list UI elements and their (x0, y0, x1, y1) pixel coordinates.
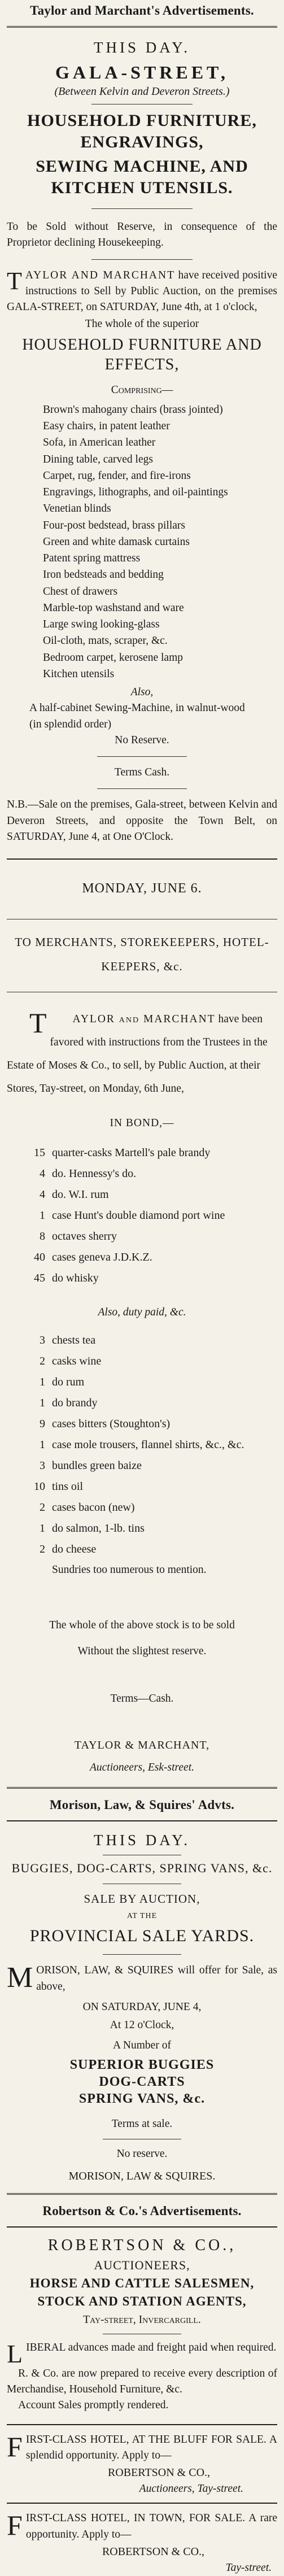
stock-quantity: 3 (40, 1459, 45, 1472)
stock-description: cases bacon (new) (52, 1501, 135, 1514)
furniture-list (7, 402, 277, 682)
hotel-town-advert (7, 2510, 277, 2576)
short-rule (97, 756, 187, 757)
stock-quantity: 2 (40, 1501, 45, 1514)
stock-quantity: 1 (40, 1522, 45, 1535)
stock-row (7, 1330, 277, 1351)
stock-description: case mole trousers, flannel shirts, &c., &c. (52, 1438, 244, 1451)
furniture-item: Carpet, rug, fender, and fire-irons (43, 469, 191, 482)
furniture-item: Bedroom carpet, kerosene lamp (43, 651, 183, 664)
no-reserve: No Reserve. (115, 734, 169, 746)
stock-description: octaves sherry (52, 1230, 117, 1243)
stock-row (7, 1143, 277, 1163)
stock-description: tins oil (52, 1480, 84, 1493)
horse-cattle: HORSE AND CATTLE SALESMEN, (29, 2276, 255, 2291)
stock-row (7, 1497, 277, 1518)
furniture-item: Oil-cloth, mats, scraper, &c. (43, 635, 168, 647)
furniture-item: Easy chairs, in patent leather (43, 420, 170, 433)
at-the: AT THE (126, 1911, 158, 1920)
no-reserve: Without the slightest reserve. (77, 1645, 207, 1658)
also-label: Also, (130, 686, 154, 699)
stock-row (7, 1372, 277, 1393)
liberal-text: IBERAL advances made and freight paid when required. (26, 2342, 277, 2354)
sundries: Sundries too numerous to mention. (52, 1563, 207, 1576)
stock-description: do salmon, 1-lb. tins (52, 1522, 145, 1535)
morison-header: Morison, Law, & Squires' Advts. (49, 1797, 235, 1812)
bond-list (7, 1143, 277, 1289)
stock-description: cases geneva J.D.K.Z. (52, 1251, 152, 1264)
between-streets: (Between Kelvin and Deveron Streets.) (54, 85, 230, 98)
firm-name: AYLOR and MARCHANT (72, 1013, 216, 1026)
hotel-bluff-advert (7, 2432, 277, 2497)
bond-instructions (7, 1008, 277, 1101)
furniture-item: Venetian blinds (43, 503, 111, 515)
furniture-item: Large swing looking-glass (43, 618, 160, 631)
stock-quantity: 8 (40, 1230, 45, 1243)
divider (7, 2424, 277, 2425)
comprising-label: Comprising— (111, 383, 173, 396)
liberal-advances (7, 2339, 277, 2369)
address: Tay-street, Invercargill. (83, 2314, 201, 2326)
auctioneers: AUCTIONEERS, (94, 2258, 190, 2273)
whole-superior: The whole of the superior (85, 318, 199, 330)
furniture-item: Iron bedsteads and bedding (43, 569, 164, 581)
furniture-item: Green and white damask curtains (43, 535, 190, 548)
stock-quantity: 4 (40, 1167, 45, 1180)
whole-sold: The whole of the above stock is to be sold (49, 1619, 235, 1631)
sale-by-auction: SALE BY AUCTION, (84, 1891, 200, 1906)
divider (7, 1820, 277, 1821)
duty-list (7, 1330, 277, 1560)
divider (7, 26, 277, 28)
nb-note: N.B.—Sale on the premises, Gala-street, between Kelvin and Deveron Streets, and opposite the Town Belt, on SATURDAY, June 4, at One O'Clock. (7, 799, 277, 843)
firm-name: AYLOR AND MARCHANT (25, 269, 175, 281)
stock-quantity: 2 (40, 1542, 45, 1555)
stock-description: do. Hennessy's do. (52, 1167, 137, 1180)
terms-cash: Terms Cash. (114, 766, 170, 779)
drop-cap: T (29, 1007, 47, 1039)
hotel-bluff-text: IRST-CLASS HOTEL, AT THE BLUFF FOR SALE. A splendid opportunity. Apply to— (25, 2433, 277, 2461)
terms-cash: Terms—Cash. (110, 1693, 174, 1705)
furniture-item: Kitchen utensils (43, 668, 115, 680)
to-merchants-2: KEEPERS, &c. (101, 960, 183, 974)
stock-description: do brandy (52, 1396, 98, 1409)
sale-time: At 12 o'Clock, (110, 2019, 174, 2032)
furniture-item: Marble-top washstand and ware (43, 601, 184, 614)
stock-quantity: 3 (40, 1333, 45, 1346)
stock-row (7, 1455, 277, 1476)
also-duty-label: Also, duty paid, &c. (98, 1306, 186, 1319)
stock-quantity: 1 (40, 1438, 45, 1451)
household-heading: HOUSEHOLD FURNITURE AND EFFECTS, (22, 335, 262, 373)
short-rule (103, 1954, 181, 1955)
stock-quantity: 9 (40, 1417, 45, 1430)
divider (7, 2226, 277, 2228)
divider (7, 858, 277, 860)
sale-date: MONDAY, JUNE 6. (82, 881, 202, 896)
account-sales: Account Sales promptly rendered. (18, 2399, 169, 2412)
sold-notice: To be Sold without Reserve, in consequence of the Proprietor declining Housekeeping. (7, 221, 277, 249)
stock-station: STOCK AND STATION AGENTS, (37, 2294, 247, 2309)
drop-cap: M (7, 1962, 33, 1994)
stock-quantity: 2 (40, 1354, 45, 1367)
firm-name: ROBERTSON & CO., (47, 2237, 237, 2255)
drop-cap: F (7, 2509, 23, 2542)
instructions-text: have received positive instructions to Sell by Public Auction, on the premises GALA-STREET, on SATURDAY, June 4th, at 1 o'clock, (7, 269, 278, 313)
sewing-machine-line: A half-cabinet Sewing-Machine, in walnut-wood (in splendid order) (29, 702, 245, 730)
vehicle-line: SPRING VANS, &c. (78, 2091, 206, 2106)
robertson-advert (7, 2237, 277, 2413)
signature-sub: Tay-street. (225, 2561, 272, 2574)
stock-description: do whisky (52, 1272, 99, 1285)
drop-cap: T (7, 267, 22, 295)
in-bond-label: IN BOND,— (110, 1117, 174, 1129)
this-day-heading: THIS DAY. (93, 1831, 191, 1849)
stock-quantity: 1 (40, 1375, 45, 1388)
stock-description: cases bitters (Stoughton's) (52, 1417, 171, 1430)
hotel-town-text: IRST-CLASS HOTEL, IN TOWN, FOR SALE. A rare opportunity. Apply to— (25, 2512, 277, 2540)
stock-row (7, 1163, 277, 1184)
furniture-item: Four-post bedstead, brass pillars (43, 519, 185, 531)
stock-description: do. W.I. rum (52, 1188, 109, 1201)
stock-row (7, 1184, 277, 1205)
stock-quantity: 1 (40, 1209, 45, 1222)
vehicle-line: SUPERIOR BUGGIES (69, 2057, 215, 2072)
drop-cap: L (7, 2339, 23, 2369)
short-rule (91, 259, 193, 260)
no-reserve: No reserve. (116, 2147, 168, 2160)
signature: ROBERTSON & CO., (102, 2545, 205, 2558)
stock-quantity: 10 (34, 1480, 45, 1493)
stock-quantity: 15 (34, 1147, 45, 1160)
furniture-item: Dining table, carved legs (43, 453, 153, 465)
furniture-title: HOUSEHOLD FURNITURE, ENGRAVINGS, (27, 111, 257, 151)
sale-date: ON SATURDAY, JUNE 4, (82, 2000, 202, 2013)
stock-description: casks wine (52, 1354, 102, 1367)
stock-description: do cheese (52, 1542, 97, 1555)
stock-quantity: 4 (40, 1188, 45, 1201)
signature: MORISON, LAW & SQUIRES. (68, 2170, 216, 2183)
short-rule (97, 788, 187, 789)
signature-sub: Auctioneers, Esk-street. (89, 1761, 194, 1773)
stock-row (7, 1247, 277, 1268)
stock-row (7, 1476, 277, 1497)
drop-cap: F (7, 2430, 23, 2462)
intro-text: ORISON, LAW, & SQUIRES will offer for Sale, as above, (36, 1964, 277, 1993)
stock-quantity: 45 (34, 1272, 45, 1285)
vehicle-list (7, 2056, 277, 2107)
instructions-text: have been favored with instructions from the Trustees in the Estate of Moses & Co., to sell, by Public Auction, at their Stores, Tay-street, on Monday, 6th June, (7, 1013, 268, 1095)
taylor-sale-gala-street (7, 39, 277, 845)
this-day-heading: THIS DAY. (93, 39, 191, 56)
stock-row (7, 1435, 277, 1455)
stock-description: do rum (52, 1375, 85, 1388)
divider (7, 2503, 277, 2504)
stock-quantity: 1 (40, 1396, 45, 1409)
rc-notice: R. & Co. are now prepared to receive every description of Merchandise, Household Furniture, &c. (7, 2367, 277, 2396)
signature-sub: Auctioneers, Tay-street. (139, 2483, 243, 2495)
number-of: A Number of (113, 2039, 171, 2052)
morison-advert (7, 1832, 277, 2183)
vehicle-line: DOG-CARTS (99, 2074, 185, 2089)
signature: TAYLOR & MARCHANT, (74, 1738, 210, 1751)
furniture-item: Patent spring mattress (43, 552, 141, 565)
terms: Terms at sale. (111, 2117, 173, 2130)
to-merchants-1: TO MERCHANTS, STOREKEEPERS, HOTEL- (15, 935, 269, 949)
stock-description: quarter-casks Martell's pale brandy (52, 1147, 211, 1160)
stock-row (7, 1539, 277, 1560)
yards-heading: PROVINCIAL SALE YARDS. (29, 1926, 255, 1945)
furniture-item: Brown's mahogany chairs (brass jointed) (43, 403, 223, 416)
furniture-item: Sofa, in American leather (43, 437, 156, 449)
taylor-header: Taylor and Marchant's Advertisements. (30, 3, 254, 18)
stock-row (7, 1414, 277, 1435)
taylor-sale-bond (7, 881, 277, 1776)
stock-description: chests tea (52, 1333, 96, 1346)
stock-description: case Hunt's double diamond port wine (52, 1209, 225, 1222)
stock-row (7, 1518, 277, 1539)
stock-row (7, 1393, 277, 1414)
instructions-paragraph (7, 268, 277, 316)
stock-quantity: 40 (34, 1251, 45, 1264)
signature: ROBERTSON & CO., (107, 2466, 211, 2479)
robertson-header: Robertson & Co.'s Advertisements. (42, 2204, 242, 2218)
furniture-item: Engravings, lithographs, and oil-paintings (43, 486, 228, 499)
stock-row (7, 1268, 277, 1289)
stock-row (7, 1351, 277, 1372)
buggies-heading: BUGGIES, DOG-CARTS, SPRING VANS, &c. (11, 1860, 273, 1875)
furniture-item: Chest of drawers (43, 585, 118, 598)
stock-row (7, 1226, 277, 1247)
stock-row (7, 1205, 277, 1226)
stock-description: bundles green baize (52, 1459, 142, 1472)
sewing-title: SEWING MACHINE, AND KITCHEN UTENSILS. (36, 157, 248, 197)
short-rule (91, 208, 193, 209)
morison-intro (7, 1963, 277, 1995)
street-heading: GALA-STREET, (55, 62, 229, 82)
